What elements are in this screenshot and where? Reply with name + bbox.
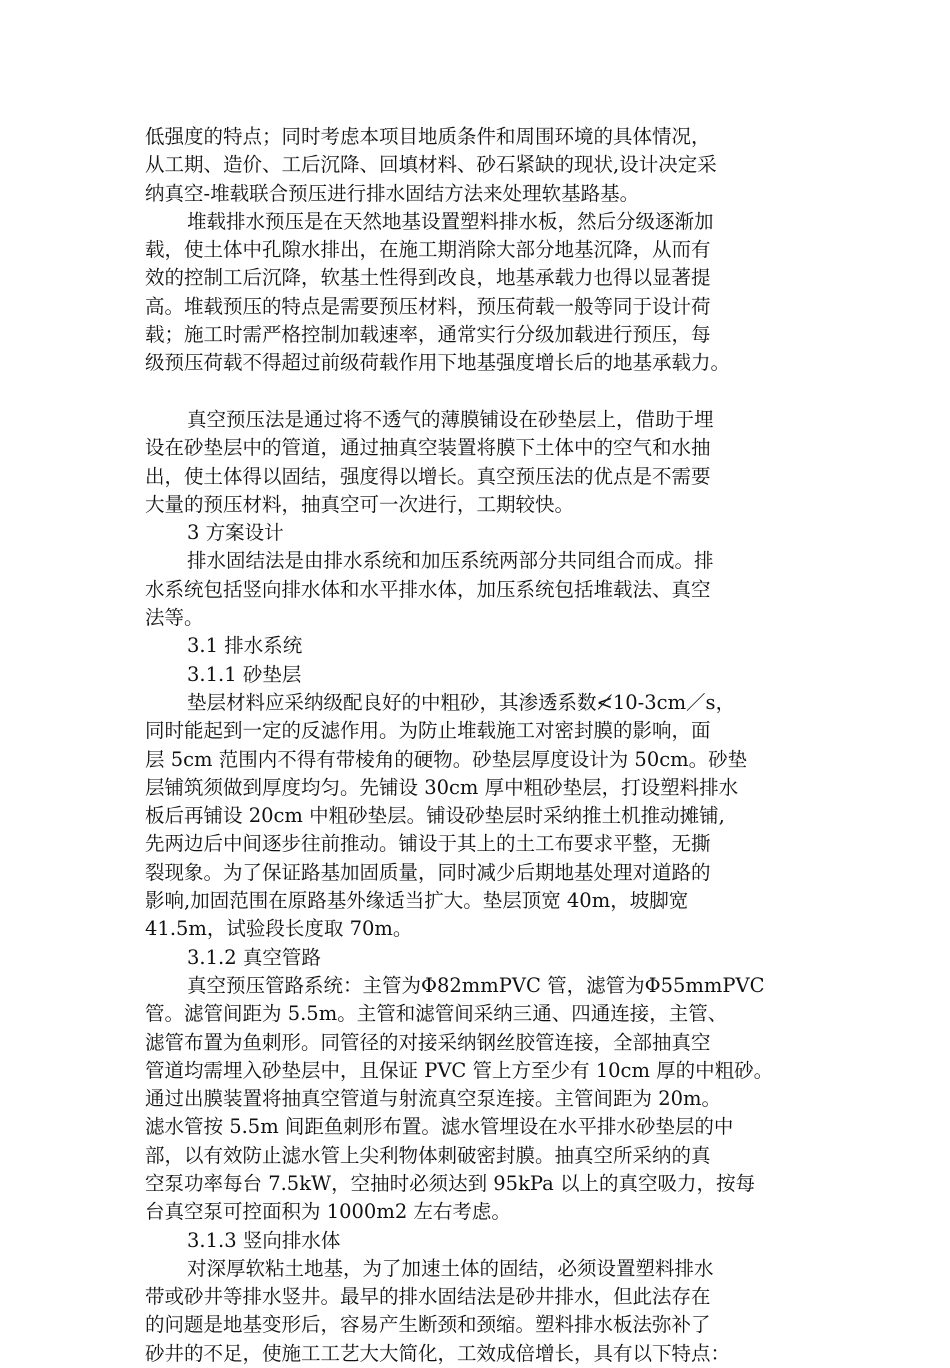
text-line: 3.1.1 砂垫层	[187, 662, 302, 686]
text-line: 层铺筑须做到厚度均匀。先铺设 30cm 厚中粗砂垫层，打设塑料排水	[145, 775, 739, 799]
text-line: 影响,加固范围在原路基外缘适当扩大。垫层顶宽 40m，坡脚宽	[145, 889, 689, 913]
text-line: 垫层材料应采纳级配良好的中粗砂，其渗透系数≮10-3cm／s，	[187, 690, 736, 714]
text-line: 载；施工时需严格控制加载速率，通常实行分级加载进行预压，每	[145, 323, 711, 347]
text-line: 41.5m，试验段长度取 70m。	[145, 917, 413, 941]
text-line: 出，使土体得以固结，强度得以增长。真空预压法的优点是不需要	[145, 464, 711, 488]
text-line: 3 方案设计	[187, 521, 284, 545]
text-line: 对深厚软粘土地基，为了加速土体的固结，必须设置塑料排水	[187, 1256, 714, 1280]
text-line: 板后再铺设 20cm 中粗砂垫层。铺设砂垫层时采纳推土机推动摊铺,	[145, 804, 725, 828]
text-line: 大量的预压材料，抽真空可一次进行，工期较快。	[145, 492, 575, 516]
text-line: 3.1.3 竖向排水体	[187, 1228, 341, 1252]
text-line: 级预压荷载不得超过前级荷载作用下地基强度增长后的地基承载力。	[145, 351, 731, 375]
text-line: 3.1 排水系统	[187, 634, 303, 658]
text-line: 堆载排水预压是在天然地基设置塑料排水板，然后分级逐渐加	[187, 209, 714, 233]
text-line: 带或砂井等排水竖井。最早的排水固结法是砂井排水，但此法存在	[145, 1285, 711, 1309]
document-body	[145, 123, 810, 1368]
text-line: 裂现象。为了保证路基加固质量，同时减少后期地基处理对道路的	[145, 860, 711, 884]
text-line: 真空预压法是通过将不透气的薄膜铺设在砂垫层上，借助于埋	[187, 407, 714, 431]
text-line: 效的控制工后沉降，软基土性得到改良，地基承载力也得以显著提	[145, 266, 711, 290]
text-line: 法等。	[145, 606, 204, 630]
text-line: 管道均需埋入砂垫层中，且保证 PVC 管上方至少有 10cm 厚的中粗砂。	[145, 1058, 774, 1082]
text-line: 层 5cm 范围内不得有带棱角的硬物。砂垫层厚度设计为 50cm。砂垫	[145, 747, 748, 771]
text-line: 砂井的不足，使施工工艺大大简化，工效成倍增长，具有以下特点：	[145, 1341, 731, 1365]
text-line: 的问题是地基变形后，容易产生断颈和颈缩。塑料排水板法弥补了	[145, 1313, 711, 1337]
text-line: 滤管布置为鱼刺形。同管径的对接采纳钢丝胶管连接，全部抽真空	[145, 1030, 711, 1054]
text-line: 管。滤管间距为 5.5m。主管和滤管间采纳三通、四通连接，主管、	[145, 1002, 728, 1026]
blank-line	[145, 378, 810, 406]
text-line: 同时能起到一定的反滤作用。为防止堆载施工对密封膜的影响，面	[145, 719, 711, 743]
text-line: 滤水管按 5.5m 间距鱼刺形布置。滤水管埋设在水平排水砂垫层的中	[145, 1115, 734, 1139]
text-line: 通过出膜装置将抽真空管道与射流真空泵连接。主管间距为 20m。	[145, 1087, 722, 1111]
text-line: 台真空泵可控面积为 1000m2 左右考虑。	[145, 1200, 511, 1224]
text-line: 空泵功率每台 7.5kW，空抽时必须达到 95kPa 以上的真空吸力，按每	[145, 1171, 755, 1195]
text-line: 排水固结法是由排水系统和加压系统两部分共同组合而成。排	[187, 549, 714, 573]
text-line: 纳真空-堆载联合预压进行排水固结方法来处理软基路基。	[145, 181, 640, 205]
text-line: 先两边后中间逐步往前推动。铺设于其上的土工布要求平整，无撕	[145, 832, 711, 856]
text-line: 从工期、造价、工后沉降、回填材料、砂石紧缺的现状,设计决定采	[145, 153, 717, 177]
text-line: 真空预压管路系统：主管为Φ82mmPVC 管，滤管为Φ55mmPVC	[187, 973, 765, 997]
text-line: 高。堆载预压的特点是需要预压材料，预压荷载一般等同于设计荷	[145, 294, 711, 318]
text-line: 低强度的特点；同时考虑本项目地质条件和周围环境的具体情况，	[145, 125, 711, 148]
text-line: 设在砂垫层中的管道，通过抽真空装置将膜下土体中的空气和水抽	[145, 436, 711, 460]
text-line: 水系统包括竖向排水体和水平排水体，加压系统包括堆载法、真空	[145, 577, 711, 601]
text-line: 部，以有效防止滤水管上尖利物体刺破密封膜。抽真空所采纳的真	[145, 1143, 711, 1167]
text-line: 载，使土体中孔隙水排出，在施工期消除大部分地基沉降，从而有	[145, 238, 711, 262]
text-line: 3.1.2 真空管路	[187, 945, 321, 969]
